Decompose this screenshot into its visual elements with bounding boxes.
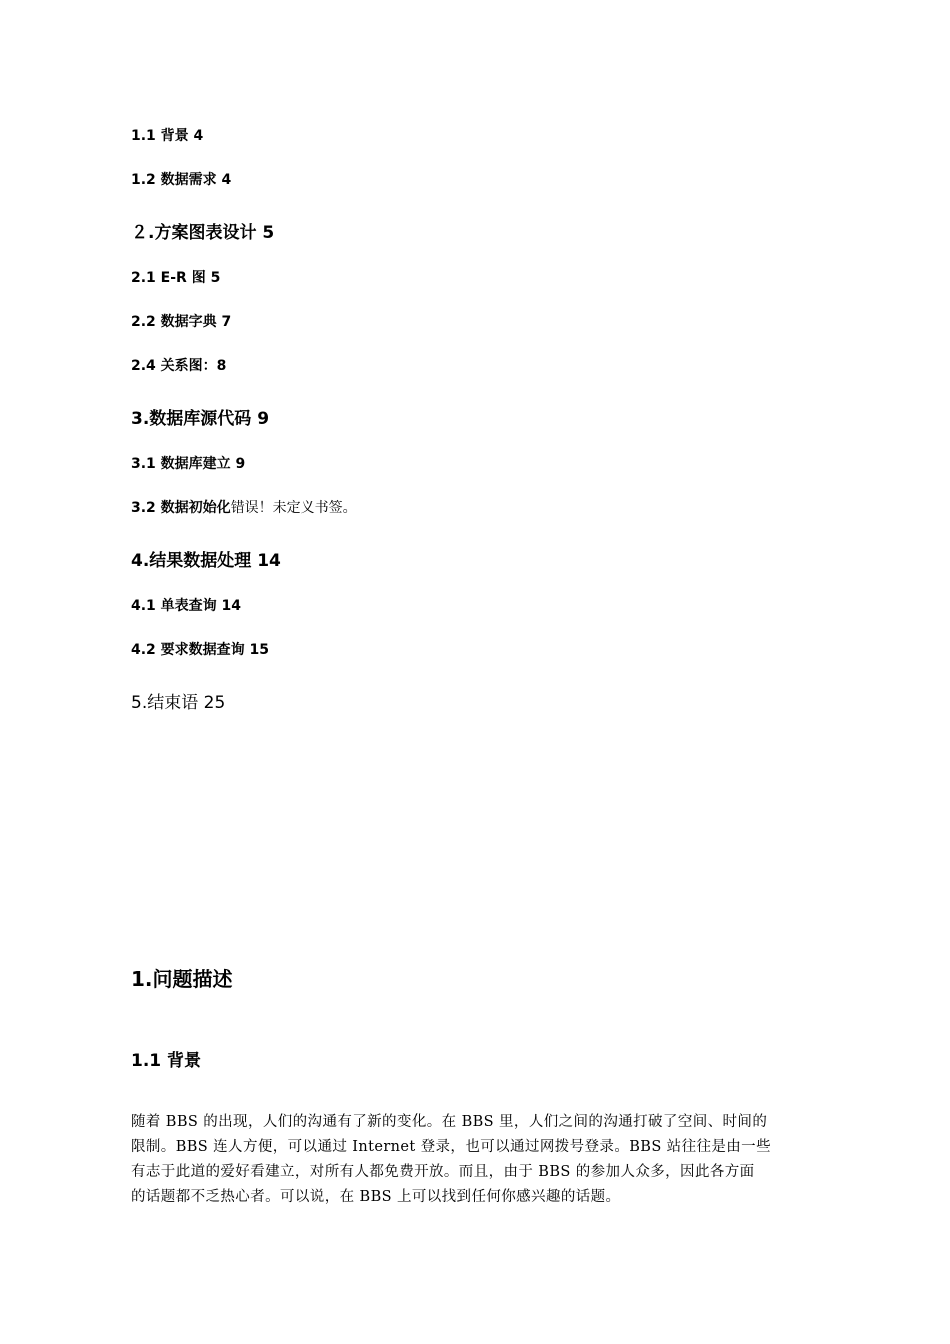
paragraph-line: 有志于此道的爱好看建立，对所有人都免费开放。而且，由于 BBS 的参加人众多，因此各方面 <box>131 1164 755 1180</box>
paragraph-line: 限制。BBS 连人方便，可以通过 Internet 登录，也可以通过网拨号登录。BBS 站往往是由一些 <box>131 1139 771 1155</box>
toc-entry-4-1[interactable]: 4.1 单表查询 14 <box>131 598 242 614</box>
toc-entry-1-2[interactable]: 1.2 数据需求 4 <box>131 172 232 188</box>
toc-entry-2[interactable]: ２.方案图表设计 5 <box>131 223 275 243</box>
toc-entry-3-1[interactable]: 3.1 数据库建立 9 <box>131 456 246 472</box>
toc-entry-5[interactable]: 5.结束语 25 <box>131 693 226 713</box>
toc-entry-1-1[interactable]: 1.1 背景 4 <box>131 128 204 144</box>
toc-entry-3-2-label: 3.2 数据初始化 <box>131 500 231 516</box>
paragraph-line: 随着 BBS 的出现，人们的沟通有了新的变化。在 BBS 里，人们之间的沟通打破了空间、时间的 <box>131 1114 768 1130</box>
toc-entry-2-2[interactable]: 2.2 数据字典 7 <box>131 314 232 330</box>
section-1-heading: 1.问题描述 <box>131 967 233 991</box>
toc-entry-3-2[interactable] <box>131 501 357 515</box>
section-1-1-heading: 1.1 背景 <box>131 1051 202 1071</box>
background-paragraph <box>131 1110 821 1210</box>
paragraph-line: 的话题都不乏热心者。可以说，在 BBS 上可以找到任何你感兴趣的话题。 <box>131 1189 621 1205</box>
toc-error-text: 错误！未定义书签。 <box>230 500 357 516</box>
toc-entry-3[interactable]: 3.数据库源代码 9 <box>131 409 270 429</box>
toc-entry-2-4[interactable]: 2.4 关系图：8 <box>131 358 227 374</box>
toc-entry-4-2[interactable]: 4.2 要求数据查询 15 <box>131 642 270 658</box>
toc-entry-4[interactable]: 4.结果数据处理 14 <box>131 551 281 571</box>
toc-entry-2-1[interactable]: 2.1 E-R 图 5 <box>131 270 221 286</box>
